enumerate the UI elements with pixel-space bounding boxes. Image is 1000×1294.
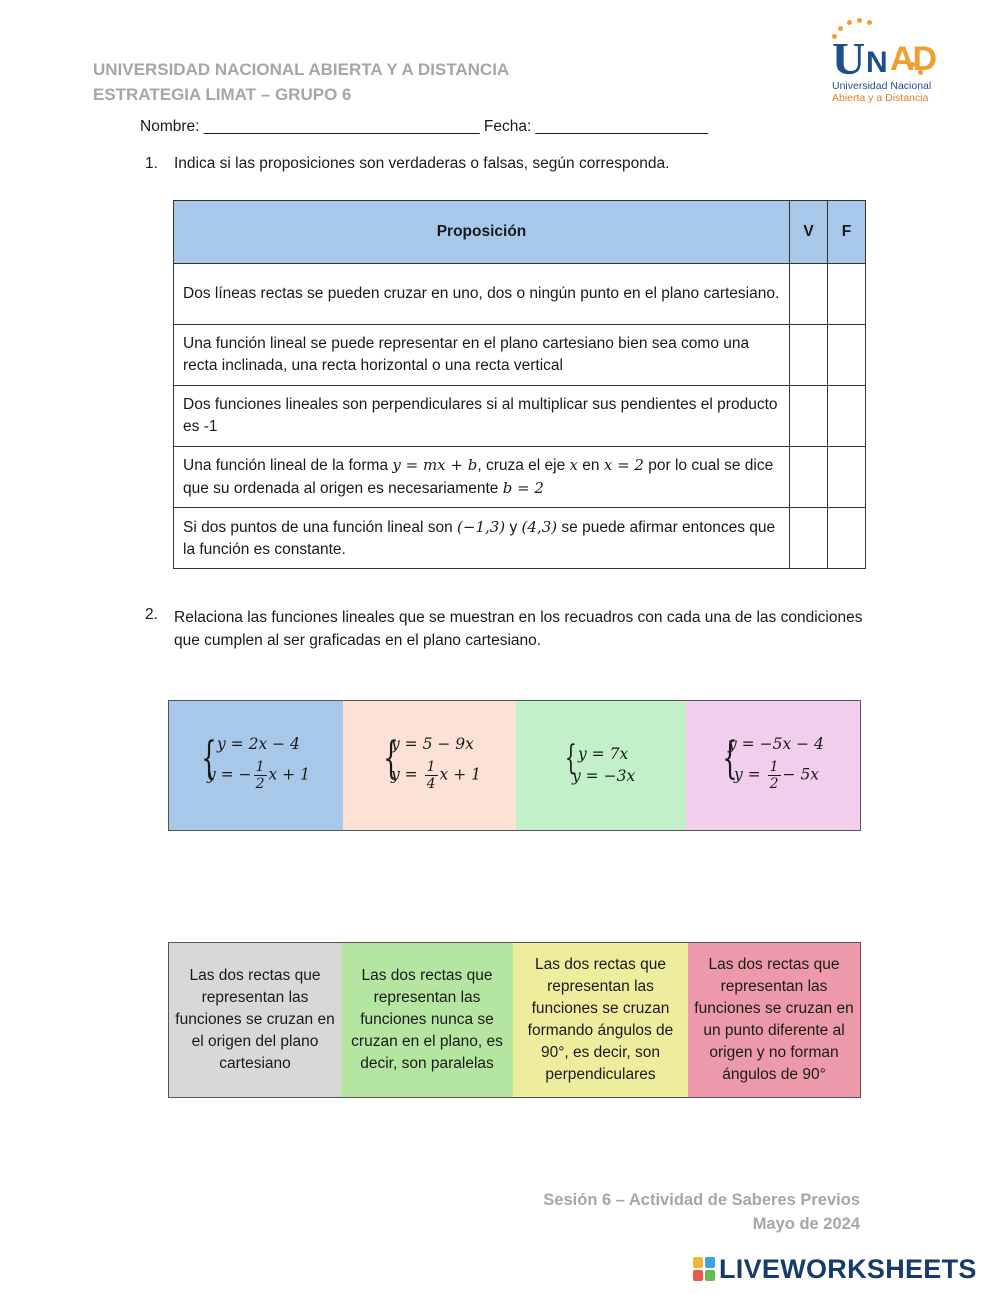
system3-eq2: y = −3x — [572, 767, 636, 785]
footer-session: Sesión 6 – Actividad de Saberes Previos — [543, 1191, 860, 1209]
false-cell-2[interactable] — [828, 325, 866, 386]
proposition-2: Una función lineal se puede representar en el plano cartesiano bien sea como una recta inclinada, una recta horizontal o una recta vertical — [174, 325, 790, 386]
false-cell-5[interactable] — [828, 508, 866, 569]
logo-letter-u: U — [832, 33, 866, 84]
system4-eq2: y = $\frac{1}{2}$ − 5x — [734, 759, 820, 792]
unad-logo — [828, 18, 948, 108]
header-proposition: Proposición — [174, 201, 790, 264]
system-box-4[interactable] — [686, 700, 861, 831]
question2-number: 2. — [145, 606, 158, 623]
header-f: F — [828, 201, 866, 264]
system-box-3[interactable] — [516, 700, 687, 831]
header-v: V — [790, 201, 828, 264]
system4-eq1: y = −5x − 4 — [728, 735, 824, 753]
proposition-1: Dos líneas rectas se pueden cruzar en uno, dos o ningún punto en el plano cartesiano. — [174, 264, 790, 325]
brace-icon: { — [201, 733, 217, 784]
condition-box-2[interactable]: Las dos rectas que representan las funciones nunca se cruzan en el plano, es decir, son paralelas — [341, 942, 514, 1098]
true-cell-2[interactable] — [790, 325, 828, 386]
propositions-table — [173, 200, 866, 569]
table-row — [174, 325, 866, 386]
system-box-2[interactable] — [343, 700, 517, 831]
liveworksheets-text: LIVEWORKSHEETS — [719, 1253, 977, 1284]
question2-text: Relaciona las funciones lineales que se muestran en los recuadros con cada una de las condiciones que cumplen al ser graficadas en el plano cartesiano. — [174, 609, 863, 649]
logo-letter-n: N — [866, 46, 888, 79]
liveworksheets-logo — [693, 1254, 977, 1284]
table-row — [174, 508, 866, 569]
system1-eq1: y = 2x − 4 — [217, 735, 300, 753]
system1-eq2: y = − $\frac{1}{2}$ x + 1 — [207, 759, 310, 792]
proposition-3: Dos funciones lineales son perpendiculares si al multiplicar sus pendientes el producto es -1 — [174, 386, 790, 447]
system3-eq1: y = 7x — [578, 745, 629, 763]
false-cell-1[interactable] — [828, 264, 866, 325]
proposition-5: Si dos puntos de una función lineal son (−1,3) y (4,3) se puede afirmar entonces que la función es constante. — [174, 508, 790, 569]
true-cell-3[interactable] — [790, 386, 828, 447]
brace-icon: { — [722, 733, 738, 784]
university-title: UNIVERSIDAD NACIONAL ABIERTA Y A DISTANCIA — [93, 60, 510, 79]
liveworksheets-icon — [693, 1257, 715, 1281]
true-cell-1[interactable] — [790, 264, 828, 325]
condition-box-3[interactable]: Las dos rectas que representan las funciones se cruzan formando ángulos de 90°, es decir, son perpendiculares — [513, 942, 689, 1098]
table-row — [174, 386, 866, 447]
system2-eq1: y = 5 − 9x — [391, 735, 474, 753]
condition-box-1[interactable]: Las dos rectas que representan las funciones se cruzan en el origen del plano cartesiano — [168, 942, 342, 1098]
strategy-subtitle: ESTRATEGIA LIMAT – GRUPO 6 — [93, 85, 352, 104]
brace-icon: { — [383, 733, 399, 784]
name-date-line[interactable]: Nombre: ________________________________ Fecha: ____________________ — [140, 118, 708, 135]
footer-date: Mayo de 2024 — [752, 1215, 860, 1233]
system2-eq2: y = $\frac{1}{4}$ x + 1 — [391, 759, 481, 792]
condition-box-4[interactable]: Las dos rectas que representan las funciones se cruzan en un punto diferente al origen y no forman ángulos de 90° — [688, 942, 861, 1098]
true-cell-5[interactable] — [790, 508, 828, 569]
brace-icon: { — [564, 738, 577, 778]
logo-text-line2: Abierta y a Distancia — [832, 92, 929, 104]
logo-letters-ad: AD — [890, 40, 936, 78]
table-row — [174, 264, 866, 325]
system-box-1[interactable] — [168, 700, 344, 831]
true-cell-4[interactable] — [790, 447, 828, 508]
logo-text-line1: Universidad Nacional — [832, 80, 932, 92]
question1-number: 1. — [145, 155, 158, 172]
false-cell-3[interactable] — [828, 386, 866, 447]
false-cell-4[interactable] — [828, 447, 866, 508]
table-row — [174, 447, 866, 508]
proposition-4: Una función lineal de la forma y = mx + b, cruza el eje x en x = 2 por lo cual se dice que su ordenada al origen es necesariamente b = 2 — [174, 447, 790, 508]
question1-text: Indica si las proposiciones son verdaderas o falsas, según corresponda. — [174, 155, 670, 172]
